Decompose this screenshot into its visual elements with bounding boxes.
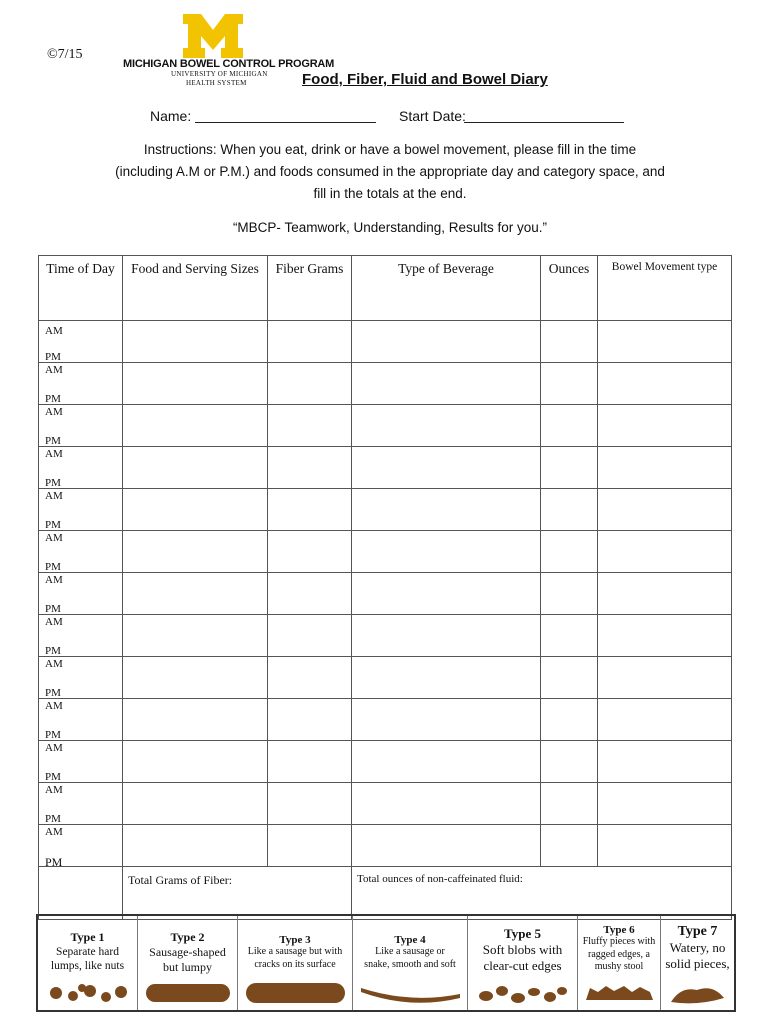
ounces-cell[interactable] <box>541 615 598 657</box>
pm-label: PM <box>45 729 61 741</box>
bowel-movement-cell[interactable] <box>598 783 732 825</box>
pm-label: PM <box>45 393 61 405</box>
ounces-cell[interactable] <box>541 363 598 405</box>
pm-label: PM <box>45 855 63 869</box>
food-cell[interactable] <box>123 405 268 447</box>
totals-row <box>39 867 732 920</box>
am-label: AM <box>45 784 63 796</box>
beverage-cell[interactable] <box>352 657 541 699</box>
header-food: Food and Serving Sizes <box>123 256 268 321</box>
stool-type-1-illustration <box>38 978 138 1008</box>
stool-type-description: mushy stool <box>594 961 644 972</box>
bowel-movement-cell[interactable] <box>598 531 732 573</box>
stool-type-3-illustration <box>238 978 353 1008</box>
am-label: AM <box>45 616 63 628</box>
diary-row <box>39 783 732 825</box>
fiber-grams-cell[interactable] <box>268 783 352 825</box>
pm-label: PM <box>45 519 61 531</box>
fiber-grams-cell[interactable] <box>268 405 352 447</box>
totals-time-cell[interactable] <box>39 855 123 920</box>
diary-row <box>39 489 732 531</box>
bowel-movement-cell[interactable] <box>598 489 732 531</box>
stool-type-name: Type 1 <box>70 930 105 944</box>
diary-row <box>39 615 732 657</box>
fiber-grams-cell[interactable] <box>268 657 352 699</box>
stool-type-name: Type 5 <box>504 926 541 941</box>
am-label: AM <box>45 364 63 376</box>
am-label: AM <box>45 406 63 418</box>
table-header-row <box>39 256 732 321</box>
stool-type-2 <box>138 916 238 1010</box>
pm-label: PM <box>45 687 61 699</box>
program-motto: “MBCP- Teamwork, Understanding, Results for you.” <box>232 220 548 235</box>
am-label: AM <box>45 700 63 712</box>
stool-type-4 <box>353 916 468 1010</box>
beverage-cell[interactable] <box>352 783 541 825</box>
program-name: MICHIGAN BOWEL CONTROL PROGRAM <box>123 58 335 70</box>
ounces-cell[interactable] <box>541 699 598 741</box>
ounces-cell[interactable] <box>541 321 598 363</box>
food-cell[interactable] <box>123 657 268 699</box>
name-field[interactable] <box>195 122 376 123</box>
am-label: AM <box>45 742 63 754</box>
beverage-cell[interactable] <box>352 573 541 615</box>
beverage-cell[interactable] <box>352 615 541 657</box>
food-cell[interactable] <box>123 615 268 657</box>
beverage-cell[interactable] <box>352 489 541 531</box>
beverage-cell[interactable] <box>352 363 541 405</box>
bowel-movement-cell[interactable] <box>598 657 732 699</box>
beverage-cell[interactable] <box>352 699 541 741</box>
stool-type-description: Soft blobs with <box>482 942 563 957</box>
health-system-name: HEALTH SYSTEM <box>186 79 247 87</box>
diary-row <box>39 447 732 489</box>
ounces-cell[interactable] <box>541 783 598 825</box>
bowel-movement-cell[interactable] <box>598 573 732 615</box>
bowel-movement-cell[interactable] <box>598 699 732 741</box>
beverage-cell[interactable] <box>352 741 541 783</box>
am-label: AM <box>45 658 63 670</box>
header-beverage: Type of Beverage <box>352 256 541 321</box>
fiber-grams-cell[interactable] <box>268 825 352 867</box>
stool-type-7 <box>661 916 734 1010</box>
name-label: Name: <box>150 108 192 124</box>
stool-type-description: Sausage-shaped <box>149 945 226 959</box>
stool-type-description: ragged edges, a <box>588 948 650 960</box>
am-label: AM <box>45 826 63 838</box>
fiber-grams-cell[interactable] <box>268 615 352 657</box>
ounces-cell[interactable] <box>541 447 598 489</box>
bowel-movement-cell[interactable] <box>598 825 732 867</box>
beverage-cell[interactable] <box>352 825 541 867</box>
stool-type-7-illustration <box>661 978 734 1008</box>
food-cell[interactable] <box>123 783 268 825</box>
bowel-movement-cell[interactable] <box>598 405 732 447</box>
instructions-line-3: fill in the totals at the end. <box>313 186 467 201</box>
stool-type-description: Fluffy pieces with <box>582 936 656 947</box>
am-label: AM <box>45 574 63 586</box>
bowel-movement-cell[interactable] <box>598 741 732 783</box>
diary-row <box>39 825 732 867</box>
header-time-of-day: Time of Day <box>39 256 123 321</box>
stool-type-4-illustration <box>353 978 468 1008</box>
stool-type-name: Type 7 <box>677 924 718 939</box>
am-label: AM <box>45 448 63 460</box>
ounces-cell[interactable] <box>541 825 598 867</box>
header-fiber-grams: Fiber Grams <box>268 256 352 321</box>
diary-row <box>39 531 732 573</box>
fiber-grams-cell[interactable] <box>268 741 352 783</box>
fiber-grams-cell[interactable] <box>268 363 352 405</box>
diary-row <box>39 573 732 615</box>
fiber-grams-cell[interactable] <box>268 699 352 741</box>
copyright-date: ©7/15 <box>47 47 83 62</box>
stool-type-description: snake, smooth and soft <box>364 958 456 970</box>
diary-table <box>38 255 732 920</box>
stool-type-description: Separate hard <box>56 946 119 958</box>
diary-row <box>39 699 732 741</box>
fiber-grams-cell[interactable] <box>268 447 352 489</box>
bowel-movement-cell[interactable] <box>598 363 732 405</box>
start-date-label: Start Date: <box>399 108 466 124</box>
stool-type-description: Like a sausage or <box>375 946 445 957</box>
pm-label: PM <box>45 645 61 657</box>
beverage-cell[interactable] <box>352 321 541 363</box>
ounces-cell[interactable] <box>541 405 598 447</box>
am-label: AM <box>45 325 63 337</box>
university-name: UNIVERSITY OF MICHIGAN <box>171 70 268 78</box>
pm-label: PM <box>45 813 61 825</box>
stool-type-5-illustration <box>468 978 578 1008</box>
ounces-cell[interactable] <box>541 657 598 699</box>
food-cell[interactable] <box>123 321 268 363</box>
food-cell[interactable] <box>123 447 268 489</box>
am-label: AM <box>45 532 63 544</box>
fiber-grams-cell[interactable] <box>268 573 352 615</box>
pm-label: PM <box>45 771 61 783</box>
stool-type-2-illustration <box>138 978 238 1008</box>
pm-label: PM <box>45 603 61 615</box>
stool-type-3 <box>238 916 353 1010</box>
diary-row <box>39 321 732 363</box>
stool-type-1 <box>38 916 138 1010</box>
food-cell[interactable] <box>123 825 268 867</box>
start-date-field[interactable] <box>464 122 624 123</box>
food-cell[interactable] <box>123 699 268 741</box>
ounces-cell[interactable] <box>541 573 598 615</box>
stool-type-description: Watery, no <box>669 940 726 955</box>
pm-label: PM <box>45 477 61 489</box>
bristol-stool-chart <box>36 914 736 1012</box>
diary-row <box>39 741 732 783</box>
diary-row <box>39 363 732 405</box>
page-title: Food, Fiber, Fluid and Bowel Diary <box>302 71 548 88</box>
food-cell[interactable] <box>123 573 268 615</box>
pm-label: PM <box>45 561 61 573</box>
stool-type-description: clear-cut edges <box>483 958 562 974</box>
pm-label: PM <box>45 351 61 363</box>
bowel-movement-cell[interactable] <box>598 321 732 363</box>
michigan-m-logo <box>183 14 243 58</box>
stool-type-description: Like a sausage but with <box>247 946 343 957</box>
instructions-line-1: Instructions: When you eat, drink or have a bowel movement, please fill in the time <box>143 142 637 157</box>
stool-type-name: Type 6 <box>603 924 635 936</box>
bowel-movement-cell[interactable] <box>598 447 732 489</box>
pm-label: PM <box>45 435 61 447</box>
food-cell[interactable] <box>123 489 268 531</box>
stool-type-6 <box>578 916 661 1010</box>
fiber-grams-cell[interactable] <box>268 531 352 573</box>
food-cell[interactable] <box>123 531 268 573</box>
ounces-cell[interactable] <box>541 489 598 531</box>
am-label: AM <box>45 490 63 502</box>
beverage-cell[interactable] <box>352 531 541 573</box>
total-fiber-label: Total Grams of Fiber: <box>128 873 233 887</box>
header-ounces: Ounces <box>541 256 598 321</box>
fiber-grams-cell[interactable] <box>268 321 352 363</box>
bowel-movement-cell[interactable] <box>598 615 732 657</box>
stool-type-description: cracks on its surface <box>254 958 336 970</box>
stool-type-name: Type 2 <box>170 930 205 944</box>
stool-type-name: Type 3 <box>279 934 311 946</box>
stool-type-description: lumps, like nuts <box>50 960 125 973</box>
food-cell[interactable] <box>123 363 268 405</box>
beverage-cell[interactable] <box>352 447 541 489</box>
ounces-cell[interactable] <box>541 531 598 573</box>
stool-type-name: Type 4 <box>394 934 426 946</box>
fiber-grams-cell[interactable] <box>268 489 352 531</box>
diary-row <box>39 657 732 699</box>
diary-row <box>39 405 732 447</box>
stool-type-description: solid pieces, <box>665 956 730 972</box>
ounces-cell[interactable] <box>541 741 598 783</box>
food-cell[interactable] <box>123 741 268 783</box>
beverage-cell[interactable] <box>352 405 541 447</box>
stool-type-5 <box>468 916 578 1010</box>
instructions-line-2: (including A.M or P.M.) and foods consumed in the appropriate day and category space, and <box>115 164 665 179</box>
stool-type-description: but lumpy <box>162 960 212 974</box>
stool-type-6-illustration <box>578 978 661 1008</box>
total-fluid-cell[interactable] <box>352 867 732 920</box>
total-fiber-cell[interactable] <box>123 867 352 920</box>
header-bowel-movement: Bowel Movement type <box>598 256 732 321</box>
total-fluid-label: Total ounces of non-caffeinated fluid: <box>357 873 523 885</box>
